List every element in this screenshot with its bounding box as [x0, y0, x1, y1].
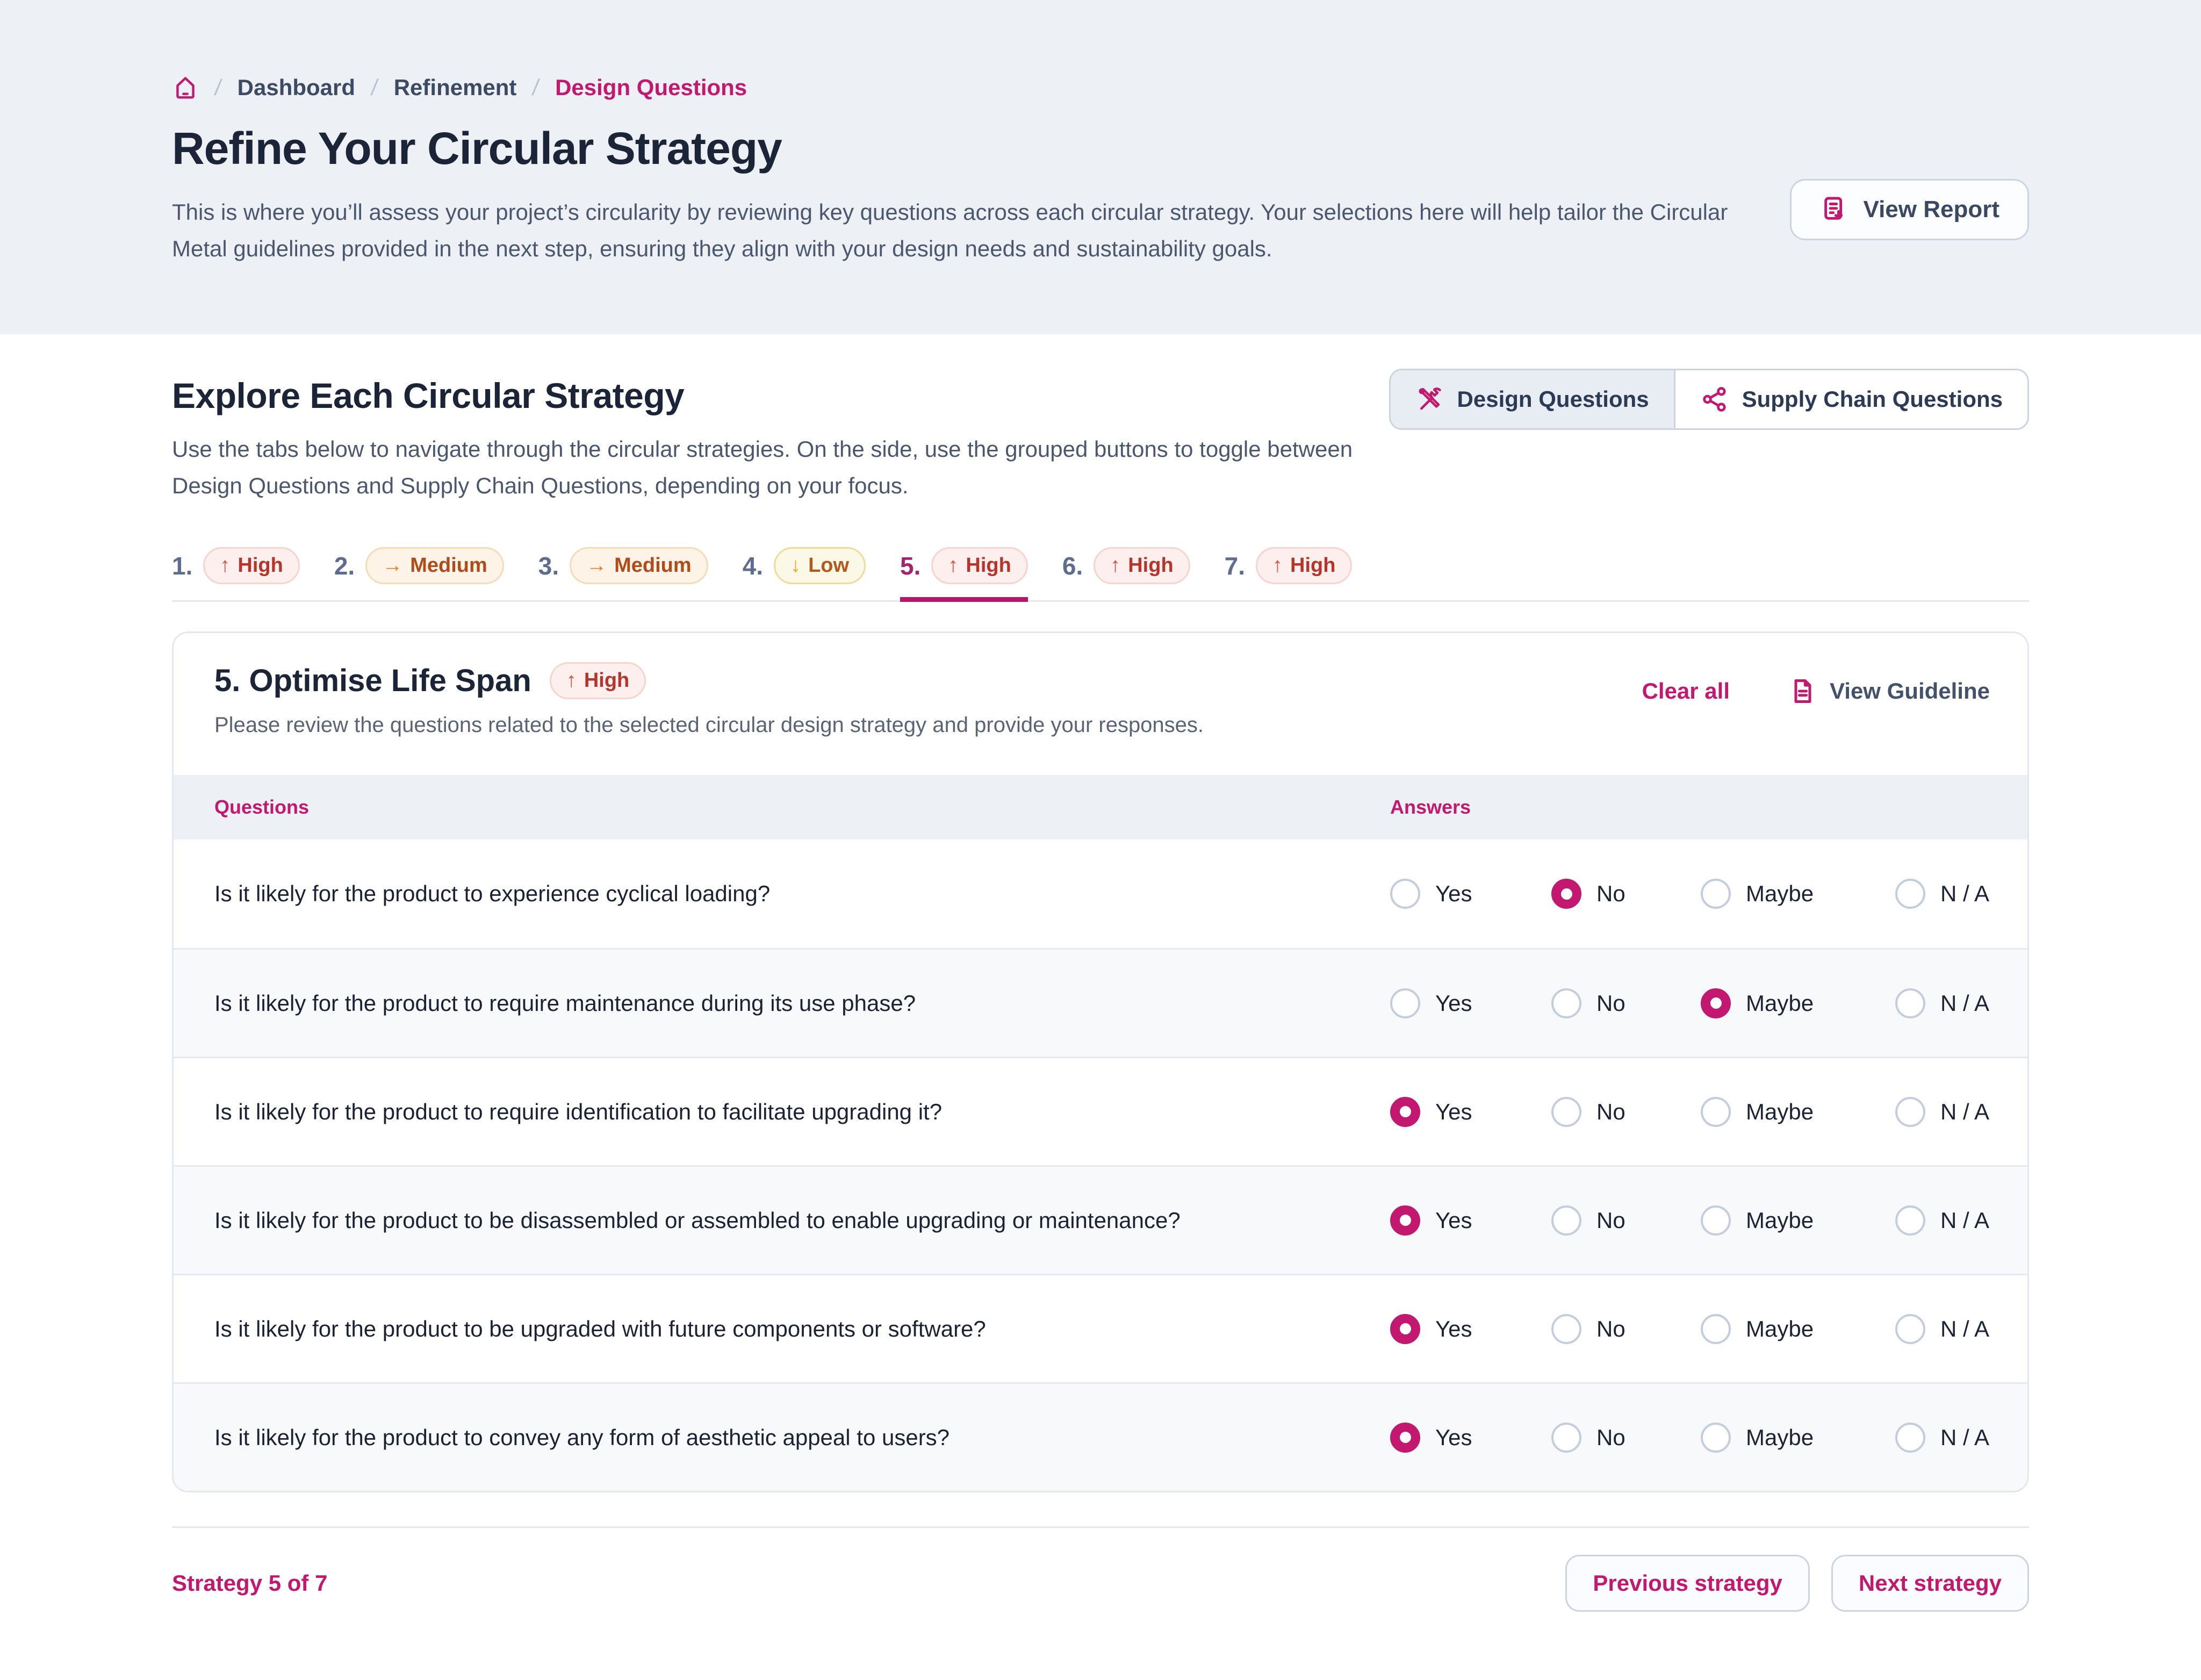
option-maybe[interactable] [1701, 879, 1895, 909]
option-label: N / A [1940, 881, 1990, 907]
priority-label: High [1290, 554, 1336, 577]
option-yes[interactable] [1390, 1314, 1551, 1344]
question-text: Is it likely for the product to experience cyclical loading? [214, 881, 771, 907]
option-label: N / A [1940, 1316, 1990, 1341]
strategy-footer [172, 1526, 2029, 1612]
option-no[interactable] [1551, 1423, 1701, 1453]
radio-maybe[interactable] [1701, 879, 1731, 909]
option-na[interactable] [1895, 879, 1989, 909]
radio-maybe[interactable] [1701, 1205, 1731, 1236]
option-label: N / A [1940, 1424, 1990, 1450]
question-text: Is it likely for the product to be disassembled or assembled to enable upgrading or maintenance? [214, 1207, 1181, 1233]
table-row [174, 1274, 2027, 1382]
option-yes[interactable] [1390, 1423, 1551, 1453]
table-row [174, 948, 2027, 1057]
radio-na[interactable] [1895, 1097, 1925, 1127]
tab-number: 3. [538, 551, 559, 580]
option-label: No [1596, 1207, 1625, 1233]
strategy-priority-badge [550, 662, 646, 699]
answer-options [1390, 988, 2027, 1018]
page-title: Refine Your Circular Strategy [172, 123, 782, 174]
strategy-tab-1[interactable] [172, 547, 300, 600]
radio-maybe[interactable] [1701, 1314, 1731, 1344]
explore-title: Explore Each Circular Strategy [172, 376, 685, 415]
priority-label: Low [808, 554, 850, 577]
question-text: Is it likely for the product to require maintenance during its use phase? [214, 990, 916, 1016]
breadcrumb-separator: / [369, 75, 380, 100]
table-row [174, 1057, 2027, 1165]
strategy-tab-2[interactable] [334, 547, 504, 600]
report-icon [1819, 195, 1850, 225]
toggle-design-label: Design Questions [1457, 386, 1649, 412]
table-row [174, 1382, 2027, 1491]
priority-label: High [966, 554, 1011, 577]
strategy-tabstrip [172, 547, 2029, 602]
option-yes[interactable] [1390, 1097, 1551, 1127]
radio-no[interactable] [1551, 1314, 1581, 1344]
page-header [0, 0, 2201, 334]
arrow-up-icon: ↑ [566, 669, 577, 692]
radio-na[interactable] [1895, 879, 1925, 909]
radio-no[interactable] [1551, 1423, 1581, 1453]
option-label: Yes [1435, 1207, 1472, 1233]
option-yes[interactable] [1390, 879, 1551, 909]
priority-label: High [1128, 554, 1174, 577]
option-label: Maybe [1746, 1424, 1814, 1450]
breadcrumb-design-questions[interactable]: Design Questions [555, 75, 747, 100]
strategy-tab-3[interactable] [538, 547, 708, 600]
home-icon[interactable] [172, 74, 199, 101]
radio-na[interactable] [1895, 1205, 1925, 1236]
priority-arrow-icon: → [586, 554, 607, 577]
option-maybe[interactable] [1701, 1314, 1895, 1344]
questions-table-body [174, 839, 2027, 1491]
option-label: No [1596, 1424, 1625, 1450]
option-label: No [1596, 1099, 1625, 1124]
option-na[interactable] [1895, 1205, 1989, 1236]
radio-na[interactable] [1895, 1314, 1925, 1344]
priority-arrow-icon: ↓ [790, 554, 801, 577]
radio-yes-selected[interactable] [1390, 1314, 1420, 1344]
view-report-button[interactable] [1790, 179, 2029, 240]
radio-no[interactable] [1551, 1205, 1581, 1236]
option-maybe[interactable] [1701, 1423, 1895, 1453]
priority-arrow-icon: ↑ [1272, 554, 1283, 577]
breadcrumb [172, 74, 2029, 101]
strategy-progress-label: Strategy 5 of 7 [172, 1570, 328, 1596]
breadcrumb-dashboard[interactable]: Dashboard [237, 75, 356, 100]
clear-all-link[interactable]: Clear all [1642, 678, 1730, 704]
priority-arrow-icon: ↑ [1110, 554, 1121, 577]
strategy-subtitle: Please review the questions related to the selected circular design strategy and provide your responses. [214, 713, 1204, 737]
option-label: Yes [1435, 990, 1472, 1016]
table-header [174, 775, 2027, 839]
strategy-tab-4[interactable] [743, 547, 866, 600]
radio-na[interactable] [1895, 988, 1925, 1018]
option-na[interactable] [1895, 1097, 1989, 1127]
priority-label: Medium [410, 554, 487, 577]
option-no[interactable] [1551, 988, 1701, 1018]
answers-column-header: Answers [1390, 796, 1471, 819]
tab-number: 5. [900, 551, 921, 580]
tab-priority-badge [365, 547, 504, 584]
option-label: Yes [1435, 1316, 1472, 1341]
page-description: This is where you’ll assess your project’s circularity by reviewing key questions across each circular strategy. Your selections here will help tailor the Circular Metal guidelines provided in the next step, ensuring they align with your design needs and sustainability goals. [172, 199, 1728, 262]
option-maybe[interactable] [1701, 988, 1895, 1018]
option-yes[interactable] [1390, 1205, 1551, 1236]
toggle-supply-label: Supply Chain Questions [1742, 386, 2003, 412]
tab-number: 1. [172, 551, 193, 580]
radio-na[interactable] [1895, 1423, 1925, 1453]
answer-options [1390, 1205, 2027, 1236]
radio-no[interactable] [1551, 988, 1581, 1018]
option-label: Maybe [1746, 1207, 1814, 1233]
option-label: Maybe [1746, 1099, 1814, 1124]
tab-number: 4. [742, 551, 764, 580]
strategy-tab-5[interactable] [900, 547, 1028, 600]
tab-number: 6. [1062, 551, 1083, 580]
priority-label: High [238, 554, 283, 577]
radio-maybe[interactable] [1701, 1097, 1731, 1127]
option-na[interactable] [1895, 988, 1989, 1018]
option-label: No [1596, 990, 1625, 1016]
option-no[interactable] [1551, 1097, 1701, 1127]
option-maybe[interactable] [1701, 1205, 1895, 1236]
option-na[interactable] [1895, 1314, 1989, 1344]
share-icon [1700, 385, 1729, 414]
option-label: No [1596, 1316, 1625, 1341]
tab-number: 2. [334, 551, 355, 580]
answer-options [1390, 1097, 2027, 1127]
main-content [0, 334, 2201, 1612]
option-yes[interactable] [1390, 988, 1551, 1018]
answer-options [1390, 879, 2027, 909]
radio-yes[interactable] [1390, 879, 1420, 909]
radio-yes-selected[interactable] [1390, 1097, 1420, 1127]
toggle-design-questions[interactable] [1391, 370, 1674, 428]
strategy-priority-label: High [584, 669, 630, 692]
explore-description: Use the tabs below to navigate through the circular strategies. On the side, use the grouped buttons to toggle between Design Questions and Supply Chain Questions, depending on your focus. [172, 436, 1353, 499]
strategy-tab-7[interactable] [1225, 547, 1353, 600]
radio-no[interactable] [1551, 1097, 1581, 1127]
tools-icon [1415, 385, 1444, 414]
option-na[interactable] [1895, 1423, 1989, 1453]
table-row [174, 1165, 2027, 1274]
tab-priority-badge [570, 547, 708, 584]
priority-label: Medium [614, 554, 692, 577]
questions-column-header: Questions [214, 796, 310, 819]
option-no[interactable] [1551, 1205, 1701, 1236]
answer-options [1390, 1423, 2027, 1453]
card-header [174, 633, 2027, 775]
radio-maybe-selected[interactable] [1701, 988, 1731, 1018]
option-label: Maybe [1746, 1316, 1814, 1341]
question-text: Is it likely for the product to be upgraded with future components or software? [214, 1316, 986, 1341]
option-label: Maybe [1746, 881, 1814, 907]
tab-number: 7. [1224, 551, 1246, 580]
previous-strategy-button[interactable]: Previous strategy [1565, 1555, 1810, 1612]
tab-priority-badge [1256, 547, 1352, 584]
tab-priority-badge [203, 547, 299, 584]
table-row [174, 839, 2027, 948]
view-guideline-label: View Guideline [1830, 678, 1990, 704]
radio-maybe[interactable] [1701, 1423, 1731, 1453]
strategy-tab-6[interactable] [1062, 547, 1190, 600]
breadcrumb-separator: / [213, 75, 224, 100]
breadcrumb-refinement[interactable]: Refinement [393, 75, 517, 100]
explore-section [172, 334, 2029, 504]
strategy-title: 5. Optimise Life Span [214, 663, 531, 699]
option-label: N / A [1940, 990, 1990, 1016]
tab-priority-badge [931, 547, 1027, 584]
toggle-supply-chain-questions[interactable] [1674, 370, 2027, 428]
answer-options [1390, 1314, 2027, 1344]
breadcrumb-separator: / [531, 75, 541, 100]
strategy-card [172, 631, 2029, 1492]
option-label: Yes [1435, 881, 1472, 907]
guideline-document-icon [1789, 677, 1817, 705]
next-strategy-button[interactable]: Next strategy [1831, 1555, 2029, 1612]
question-type-toggle [1389, 369, 2029, 430]
tab-priority-badge [1094, 547, 1190, 584]
option-label: Yes [1435, 1424, 1472, 1450]
tab-priority-badge [774, 547, 866, 584]
question-text: Is it likely for the product to require identification to facilitate upgrading it? [214, 1099, 943, 1124]
question-text: Is it likely for the product to convey any form of aesthetic appeal to users? [214, 1424, 950, 1450]
option-label: N / A [1940, 1207, 1990, 1233]
radio-yes-selected[interactable] [1390, 1423, 1420, 1453]
radio-yes[interactable] [1390, 988, 1420, 1018]
option-label: Maybe [1746, 990, 1814, 1016]
option-maybe[interactable] [1701, 1097, 1895, 1127]
option-label: No [1596, 881, 1625, 907]
view-guideline-link[interactable] [1789, 677, 1990, 705]
option-label: Yes [1435, 1099, 1472, 1124]
option-no[interactable] [1551, 879, 1701, 909]
view-report-label: View Report [1863, 196, 1999, 222]
priority-arrow-icon: → [382, 554, 403, 577]
option-label: N / A [1940, 1099, 1990, 1124]
radio-yes-selected[interactable] [1390, 1205, 1420, 1236]
priority-arrow-icon: ↑ [948, 554, 959, 577]
priority-arrow-icon: ↑ [220, 554, 231, 577]
option-no[interactable] [1551, 1314, 1701, 1344]
radio-no-selected[interactable] [1551, 879, 1581, 909]
